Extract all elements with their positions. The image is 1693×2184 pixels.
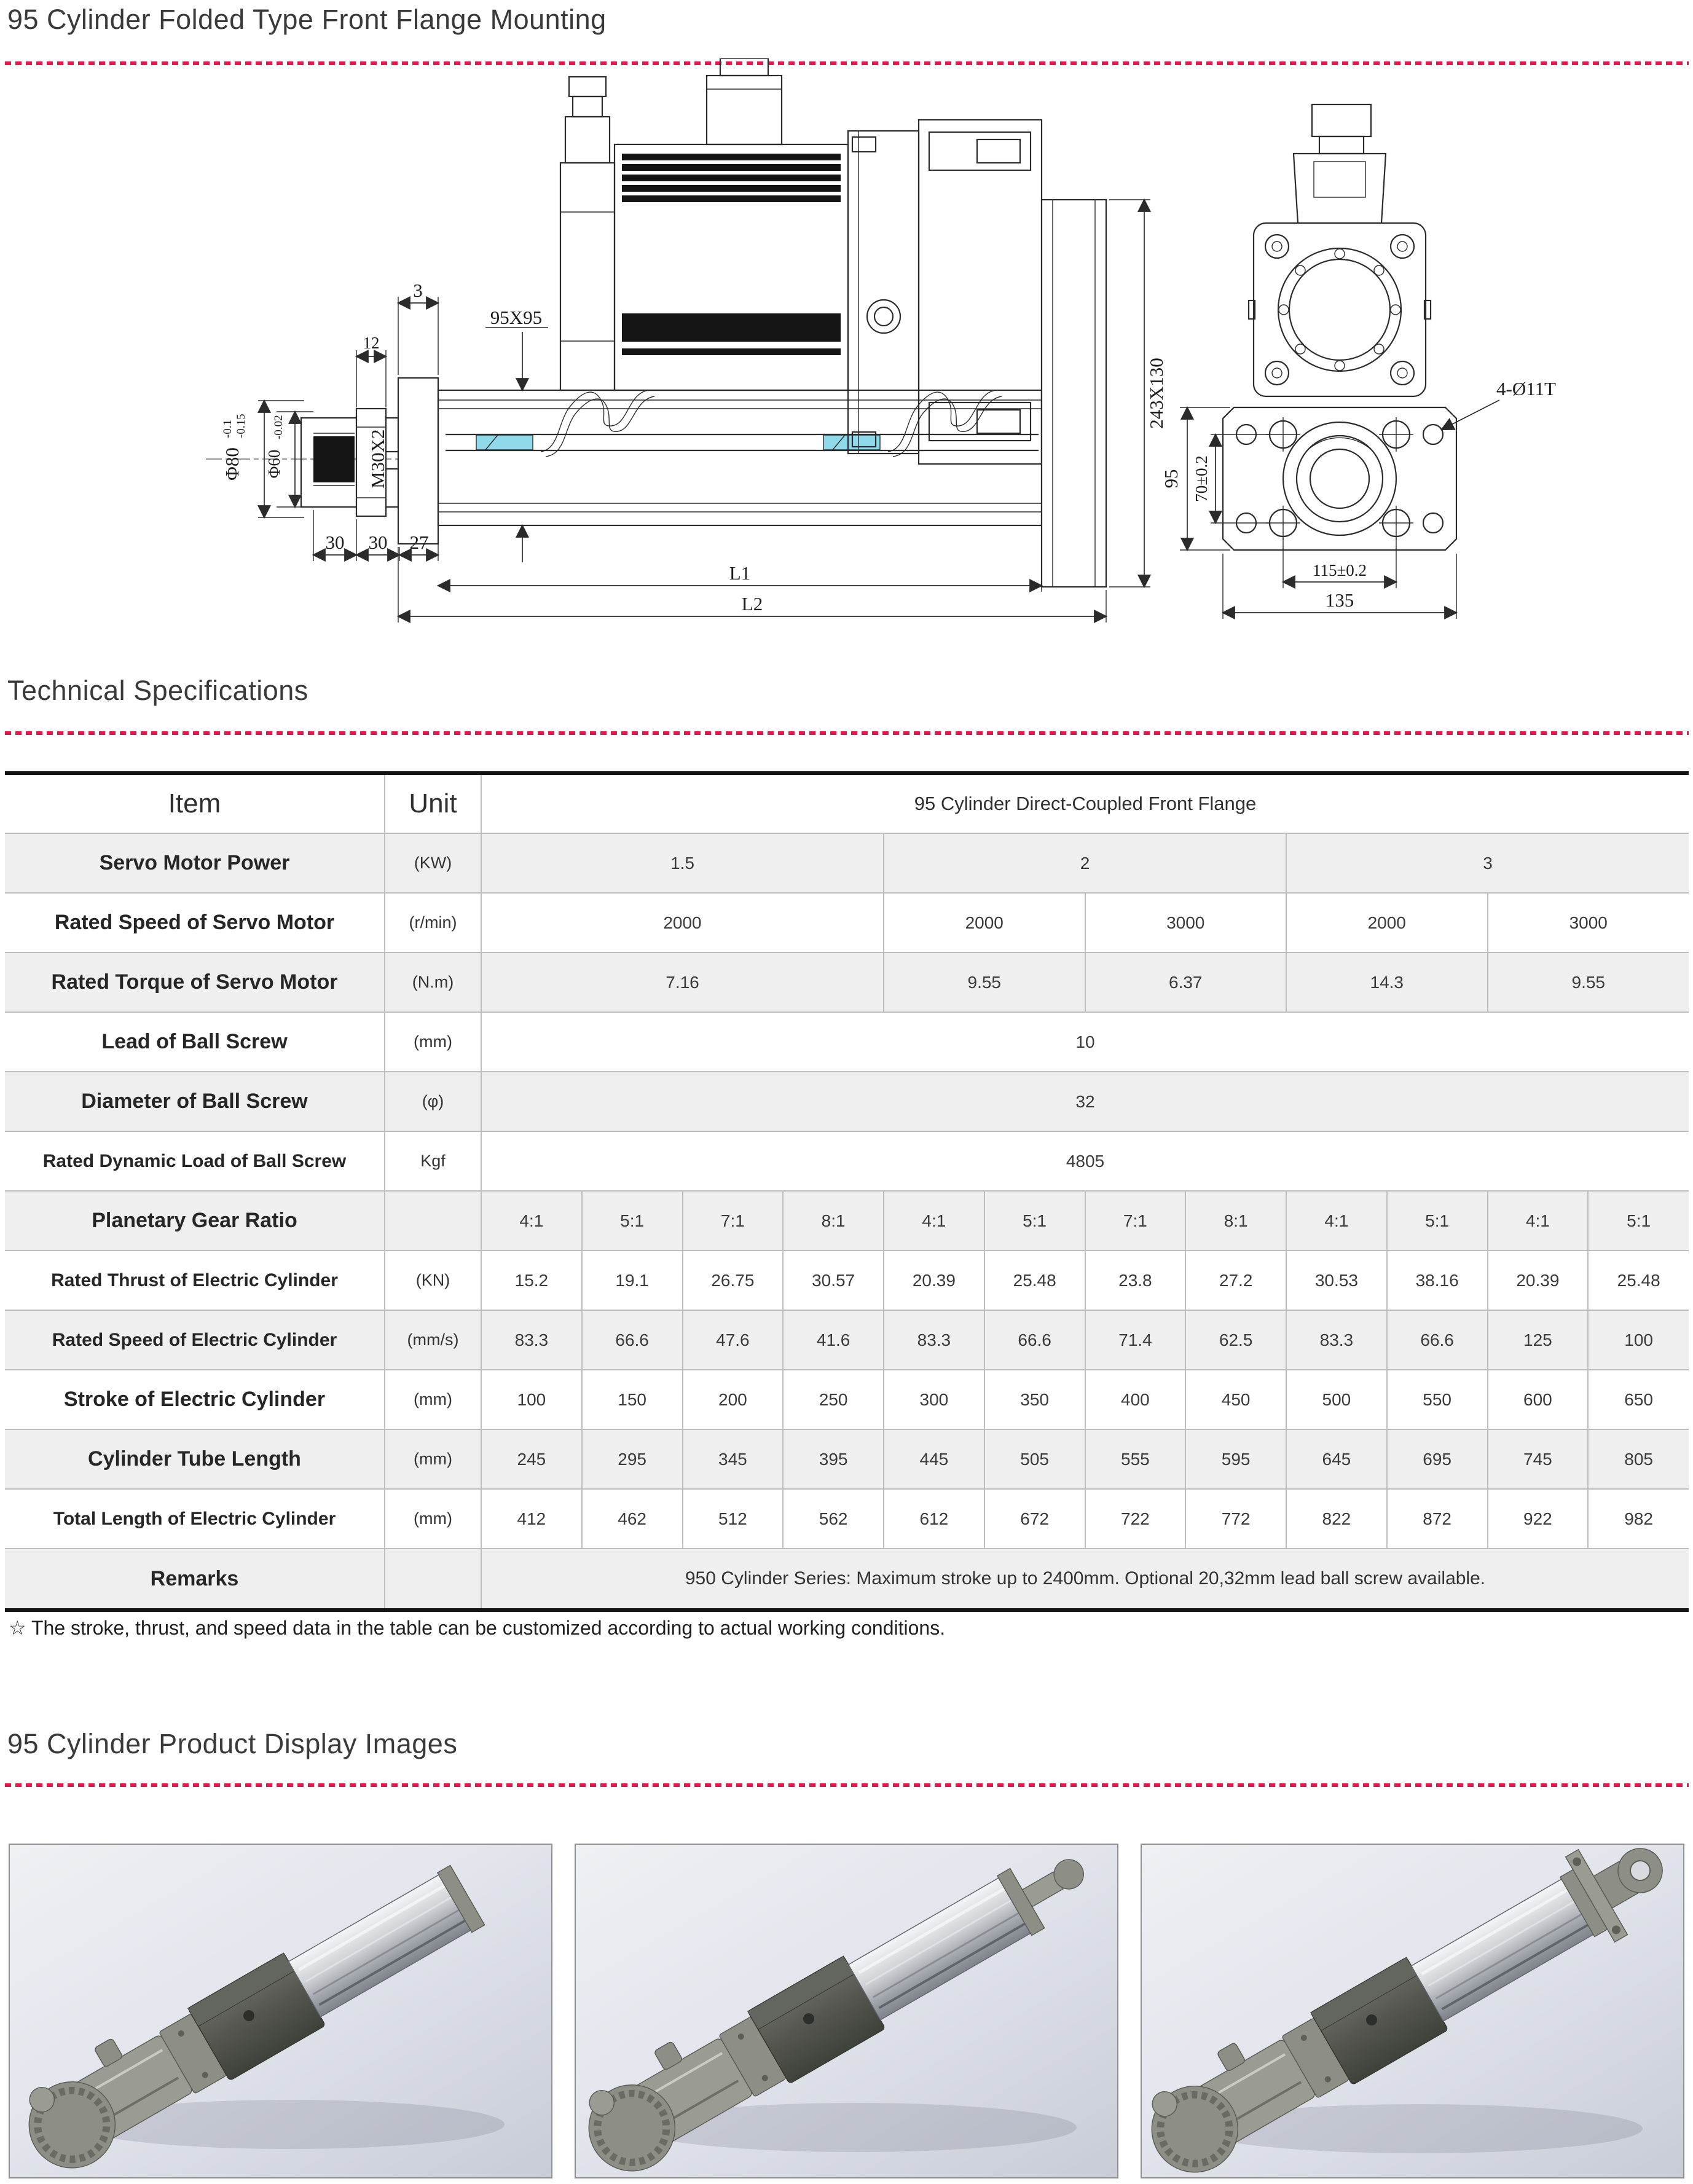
spec-value: 805	[1588, 1429, 1689, 1489]
spec-label: Cylinder Tube Length	[5, 1429, 385, 1489]
spec-label: Lead of Ball Screw	[5, 1012, 385, 1072]
spec-value: 32	[481, 1072, 1689, 1131]
spec-unit: (mm/s)	[385, 1310, 481, 1370]
spec-value: 250	[783, 1370, 884, 1429]
spec-unit: (KW)	[385, 833, 481, 893]
spec-row	[5, 953, 1689, 1012]
dim-seg-c: 27	[409, 532, 429, 553]
dim-pilot-dia: Φ60	[265, 449, 283, 479]
spec-value: 125	[1488, 1310, 1589, 1370]
spec-value: 30.53	[1286, 1251, 1387, 1310]
spec-value: 555	[1085, 1429, 1186, 1489]
spec-row	[5, 1370, 1689, 1429]
spec-value: 4:1	[1488, 1191, 1589, 1251]
spec-value: 395	[783, 1429, 884, 1489]
col-header-series: 95 Cylinder Direct-Coupled Front Flange	[481, 775, 1689, 833]
spec-unit	[385, 1191, 481, 1251]
spec-value: 100	[481, 1370, 582, 1429]
spec-value: 3	[1286, 833, 1689, 893]
end-view	[1160, 104, 1556, 619]
dim-flange-width: 135	[1325, 589, 1354, 611]
spec-row	[5, 1489, 1689, 1549]
spec-value: 66.6	[1387, 1310, 1488, 1370]
dim-holes-label: 4-Ø11T	[1496, 378, 1556, 399]
spec-value: 5:1	[984, 1191, 1085, 1251]
spec-unit: (mm)	[385, 1370, 481, 1429]
dim-collar: 12	[363, 334, 380, 352]
dim-seg-b: 30	[368, 532, 388, 553]
dim-plate-thickness: 3	[413, 280, 423, 301]
spec-row	[5, 1191, 1689, 1251]
actuator-render-2	[576, 1845, 1117, 2177]
spec-value: 412	[481, 1489, 582, 1549]
spec-value: 20.39	[884, 1251, 984, 1310]
spec-value: 672	[984, 1489, 1085, 1549]
spec-label: Servo Motor Power	[5, 833, 385, 893]
spec-label: Planetary Gear Ratio	[5, 1191, 385, 1251]
technical-drawing	[92, 58, 1690, 624]
spec-value: 19.1	[582, 1251, 683, 1310]
spec-table-zone	[5, 771, 1689, 1612]
section-divider	[5, 1783, 1689, 1787]
spec-value: 5:1	[1588, 1191, 1689, 1251]
spec-value: 5:1	[1387, 1191, 1488, 1251]
spec-value: 14.3	[1286, 953, 1488, 1012]
spec-label: Rated Speed of Servo Motor	[5, 893, 385, 953]
spec-value: 9.55	[884, 953, 1085, 1012]
spec-value: 83.3	[884, 1310, 984, 1370]
spec-value: 745	[1488, 1429, 1589, 1489]
spec-unit: (mm)	[385, 1489, 481, 1549]
dim-tube-section: 95X95	[490, 307, 543, 328]
spec-value: 345	[683, 1429, 784, 1489]
dim-flange-height: 95	[1160, 469, 1182, 489]
spec-value: 505	[984, 1429, 1085, 1489]
dim-pilot-dia-tol: -0.02	[272, 415, 285, 439]
spec-value: 722	[1085, 1489, 1186, 1549]
spec-row	[5, 1251, 1689, 1310]
spec-value: 300	[884, 1370, 984, 1429]
spec-value: 38.16	[1387, 1251, 1488, 1310]
dim-seg-a: 30	[325, 532, 345, 553]
section-title-specs: Technical Specifications	[7, 675, 308, 706]
spec-value: 650	[1588, 1370, 1689, 1429]
dim-rod-dia-tol-lower: -0.15	[235, 414, 248, 438]
spec-value: 2	[884, 833, 1286, 893]
spec-value: 2000	[884, 893, 1085, 953]
dim-hole-horizontal: 115±0.2	[1312, 561, 1367, 579]
table-footnote: ☆ The stroke, thrust, and speed data in the table can be customized according to actual working conditions.	[9, 1617, 946, 1639]
spec-value: 772	[1185, 1489, 1286, 1549]
spec-unit: Kgf	[385, 1131, 481, 1191]
side-view	[206, 58, 1167, 623]
spec-value: 5:1	[582, 1191, 683, 1251]
spec-value: 41.6	[783, 1310, 884, 1370]
spec-label: Total Length of Electric Cylinder	[5, 1489, 385, 1549]
spec-value: 4:1	[481, 1191, 582, 1251]
spec-label: Rated Dynamic Load of Ball Screw	[5, 1131, 385, 1191]
dim-rod-dia: Φ80	[221, 447, 243, 481]
spec-value: 25.48	[1588, 1251, 1689, 1310]
spec-value: 8:1	[783, 1191, 884, 1251]
dim-thread: M30X2	[367, 429, 388, 489]
col-header-unit: Unit	[385, 775, 481, 833]
spec-value: 450	[1185, 1370, 1286, 1429]
spec-value: 66.6	[582, 1310, 683, 1370]
spec-value: 100	[1588, 1310, 1689, 1370]
spec-value: 872	[1387, 1489, 1488, 1549]
dim-l2: L2	[741, 593, 763, 615]
spec-value: 600	[1488, 1370, 1589, 1429]
spec-value: 8:1	[1185, 1191, 1286, 1251]
spec-value: 66.6	[984, 1310, 1085, 1370]
spec-value: 27.2	[1185, 1251, 1286, 1310]
spec-label: Stroke of Electric Cylinder	[5, 1370, 385, 1429]
spec-unit: (φ)	[385, 1072, 481, 1131]
spec-value: 4:1	[884, 1191, 984, 1251]
spec-value: 30.57	[783, 1251, 884, 1310]
spec-value: 4:1	[1286, 1191, 1387, 1251]
actuator-render-1	[10, 1845, 551, 2177]
spec-value: 7:1	[683, 1191, 784, 1251]
spec-value: 7.16	[481, 953, 884, 1012]
spec-row	[5, 1549, 1689, 1608]
spec-row	[5, 1012, 1689, 1072]
spec-row	[5, 1429, 1689, 1489]
spec-value: 2000	[1286, 893, 1488, 953]
spec-value: 47.6	[683, 1310, 784, 1370]
dim-motor-section: 243X130	[1145, 358, 1167, 429]
spec-value: 3000	[1488, 893, 1689, 953]
spec-value: 20.39	[1488, 1251, 1589, 1310]
spec-table-wrap	[5, 771, 1689, 1612]
section-title-drawing: 95 Cylinder Folded Type Front Flange Mounting	[7, 4, 607, 35]
spec-label: Remarks	[5, 1549, 385, 1608]
spec-value: 950 Cylinder Series: Maximum stroke up to 2400mm. Optional 20,32mm lead ball screw available.	[481, 1549, 1689, 1608]
spec-value: 295	[582, 1429, 683, 1489]
spec-label: Rated Torque of Servo Motor	[5, 953, 385, 1012]
spec-value: 200	[683, 1370, 784, 1429]
spec-row	[5, 1310, 1689, 1370]
spec-unit: (r/min)	[385, 893, 481, 953]
dim-rod-dia-tol-upper: -0.1	[221, 419, 234, 438]
spec-value: 645	[1286, 1429, 1387, 1489]
spec-value: 595	[1185, 1429, 1286, 1489]
spec-value: 550	[1387, 1370, 1488, 1429]
cad-drawing-svg	[92, 58, 1690, 624]
spec-label: Diameter of Ball Screw	[5, 1072, 385, 1131]
dim-hole-vertical: 70±0.2	[1192, 455, 1211, 502]
spec-value: 25.48	[984, 1251, 1085, 1310]
spec-unit: (mm)	[385, 1012, 481, 1072]
spec-value: 822	[1286, 1489, 1387, 1549]
spec-unit	[385, 1549, 481, 1608]
spec-value: 7:1	[1085, 1191, 1186, 1251]
dim-l1: L1	[729, 562, 751, 584]
spec-value: 3000	[1085, 893, 1287, 953]
spec-value: 982	[1588, 1489, 1689, 1549]
spec-value: 15.2	[481, 1251, 582, 1310]
spec-unit: (KN)	[385, 1251, 481, 1310]
spec-value: 400	[1085, 1370, 1186, 1429]
spec-row	[5, 1131, 1689, 1191]
product-image-rod-end	[575, 1844, 1118, 2178]
spec-unit: (N.m)	[385, 953, 481, 1012]
spec-row	[5, 893, 1689, 953]
spec-value: 462	[582, 1489, 683, 1549]
section-title-products: 95 Cylinder Product Display Images	[7, 1728, 458, 1759]
spec-value: 4805	[481, 1131, 1689, 1191]
spec-label: Rated Speed of Electric Cylinder	[5, 1310, 385, 1370]
spec-value: 83.3	[481, 1310, 582, 1370]
product-image-front-flange	[1141, 1844, 1684, 2178]
spec-value: 500	[1286, 1370, 1387, 1429]
spec-value: 245	[481, 1429, 582, 1489]
spec-value: 1.5	[481, 833, 884, 893]
spec-value: 2000	[481, 893, 884, 953]
spec-value: 26.75	[683, 1251, 784, 1310]
spec-row	[5, 833, 1689, 893]
product-image-basic	[9, 1844, 552, 2178]
table-header-row	[5, 775, 1689, 833]
spec-value: 512	[683, 1489, 784, 1549]
spec-value: 350	[984, 1370, 1085, 1429]
col-header-item: Item	[5, 775, 385, 833]
spec-value: 6.37	[1085, 953, 1287, 1012]
spec-value: 71.4	[1085, 1310, 1186, 1370]
spec-value: 922	[1488, 1489, 1589, 1549]
motor-fins	[622, 154, 841, 355]
actuator-render-3	[1142, 1845, 1683, 2177]
section-divider	[5, 731, 1689, 735]
spec-label: Rated Thrust of Electric Cylinder	[5, 1251, 385, 1310]
spec-unit: (mm)	[385, 1429, 481, 1489]
spec-value: 23.8	[1085, 1251, 1186, 1310]
spec-value: 612	[884, 1489, 984, 1549]
spec-table	[5, 775, 1689, 1608]
spec-value: 62.5	[1185, 1310, 1286, 1370]
spec-value: 445	[884, 1429, 984, 1489]
spec-value: 562	[783, 1489, 884, 1549]
spec-value: 10	[481, 1012, 1689, 1072]
spec-value: 695	[1387, 1429, 1488, 1489]
spec-value: 150	[582, 1370, 683, 1429]
spec-row	[5, 1072, 1689, 1131]
spec-value: 83.3	[1286, 1310, 1387, 1370]
spec-value: 9.55	[1488, 953, 1689, 1012]
